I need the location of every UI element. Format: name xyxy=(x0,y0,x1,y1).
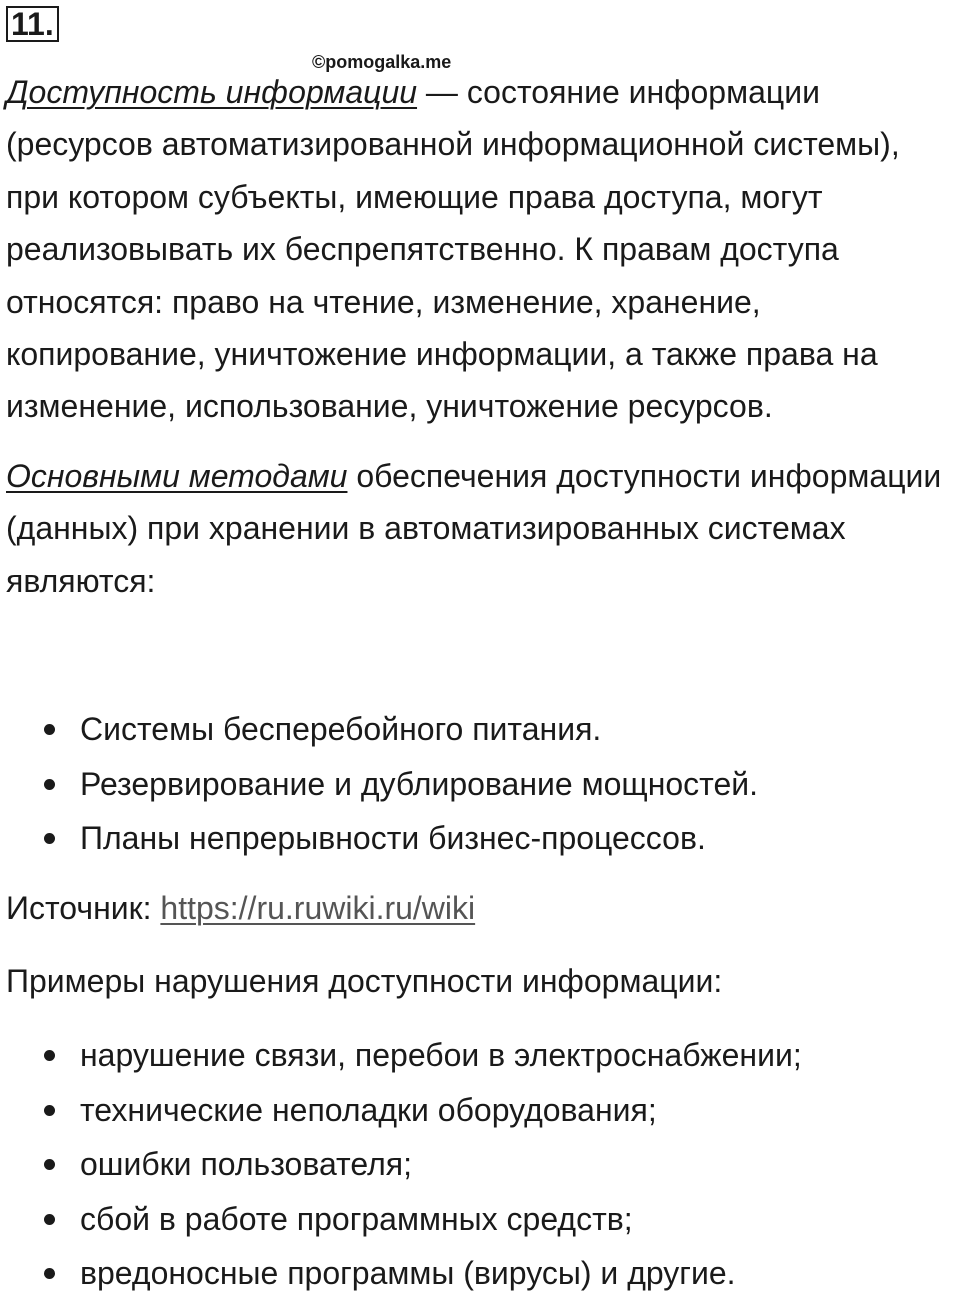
list-item xyxy=(0,1246,802,1301)
definition-term: Доступность информации xyxy=(6,74,418,110)
bullet-icon xyxy=(44,1105,55,1116)
list-item xyxy=(0,1137,802,1192)
source-link[interactable]: https://ru.ruwiki.ru/wiki xyxy=(160,890,476,926)
list-item xyxy=(0,1192,802,1247)
bullet-icon xyxy=(44,1214,55,1225)
methods-paragraph xyxy=(6,450,958,607)
definition-text: — состояние информации (ресурсов автоматизированной информационной системы), при котором субъекты, имеющие права доступа, могут реализовывать их беспрепятственно. К правам доступа относятся: право на чтение, изменение, хранение, копирование, уничтожение информации, а также права на изменение, использование, уничтожение ресурсов. xyxy=(6,74,900,425)
bullet-icon xyxy=(44,724,55,735)
list-item xyxy=(0,757,758,812)
list-item-text: сбой в работе программных средств; xyxy=(80,1200,633,1237)
methods-text: обеспечения доступности информации (данных) при хранении в автоматизированных системах являются: xyxy=(6,458,942,599)
list-item xyxy=(0,1083,802,1138)
list-item-text: Резервирование и дублирование мощностей. xyxy=(80,765,759,802)
task-number-box xyxy=(6,6,59,42)
watermark: ©pomogalka.me xyxy=(312,52,452,72)
task-number-digits: 11. xyxy=(11,6,54,42)
definition-paragraph xyxy=(6,66,958,433)
examples-list xyxy=(0,1028,802,1301)
list-item-text: ошибки пользователя; xyxy=(80,1146,412,1182)
list-item xyxy=(0,702,758,757)
bullet-icon xyxy=(44,1050,55,1061)
source-line xyxy=(6,882,475,934)
list-item-text: технические неполадки оборудования; xyxy=(80,1091,657,1128)
bullet-icon xyxy=(44,779,55,790)
bullet-icon xyxy=(44,1159,55,1170)
source-label: Источник: xyxy=(6,890,161,926)
task-number xyxy=(6,6,59,42)
list-item-text: Планы непрерывности бизнес-процессов. xyxy=(80,820,706,856)
list-item xyxy=(0,811,758,866)
bullet-icon xyxy=(44,1268,55,1279)
list-item-text: нарушение связи, перебои в электроснабжении; xyxy=(80,1037,802,1073)
list-item xyxy=(0,1028,802,1083)
methods-list xyxy=(0,702,758,866)
list-item-text: вредоносные программы (вирусы) и другие. xyxy=(80,1255,736,1291)
list-item-text: Системы бесперебойного питания. xyxy=(80,711,602,747)
bullet-icon xyxy=(44,833,55,844)
examples-heading: Примеры нарушения доступности информации: xyxy=(6,963,723,999)
methods-term: Основными методами xyxy=(6,458,348,494)
